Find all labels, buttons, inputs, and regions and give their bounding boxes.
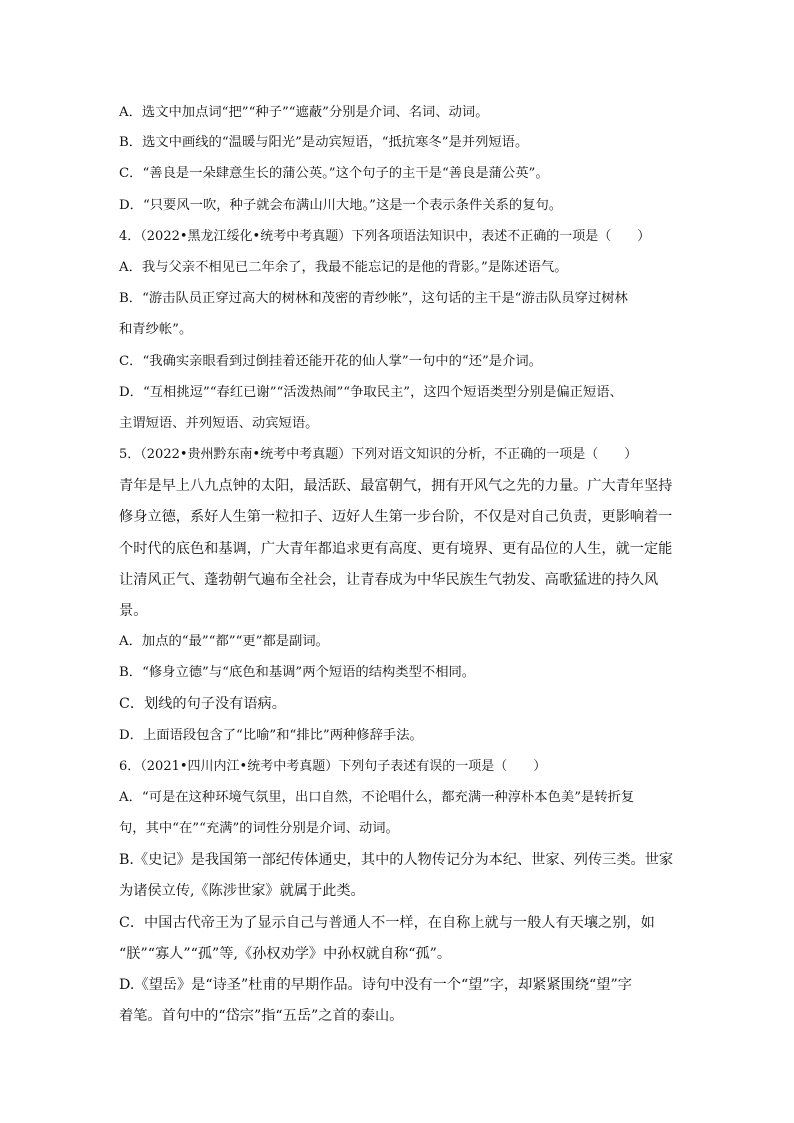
q5-stem: 5．（2022•贵州黔东南•统考中考真题）下列对语文知识的分析，不正确的一项是（ ） [119,447,638,462]
q4-option-c: C．“我确实亲眼看到过倒挂着还能开花的仙人掌”一句中的“还”是介词。 [119,354,542,369]
q5-option-c: C．划线的句子没有语病。 [119,696,286,712]
q5-passage-line-3: 个时代的底色和基调，广大青年都追求更有高度、更有境界、更有品位的人生，就一定能 [119,541,673,557]
q6-option-c-line-1: C．中国古代帝王为了显示自己与普通人不一样，在自称上就与一般人有天壤之别，如 [119,915,655,931]
q4-option-a: A．我与父亲不相见已二年余了，我最不能忘记的是他的背影。”是陈述语气。 [119,260,568,275]
q6-option-a-line-1: A．“可是在这种环境气氛里，出口自然，不论唱什么，都充满一种淳朴本色美”是转折复 [119,790,635,805]
q3-option-d: D．“只要风一吹，种子就会布满山川大地。”这是一个表示条件关系的复句。 [119,198,563,213]
q4-option-b-line-2: 和青纱帐”。 [119,322,193,337]
q3-option-b: B．选文中画线的“温暖与阳光”是动宾短语，“抵抗寒冬”是并列短语。 [119,135,529,150]
q5-passage-line-1: 青年是早上八九点钟的太阳，最活跃、最富朝气，拥有开风气之先的力量。广大青年坚持 [119,478,673,494]
q3-option-c: C．“善良是一朵肆意生长的蒲公英。”这个句子的主干是“善良是蒲公英”。 [119,166,549,181]
q6-option-b-line-1: B.《史记》是我国第一部纪传体通史，其中的人物传记分为本纪、世家、列传三类。世家 [119,852,674,868]
q6-option-d-line-2: 着笔。首句中的“岱宗”指“五岳”之首的泰山。 [119,1008,404,1024]
q5-passage-line-4: 让清风正气、蓬勃朝气遍布全社会，让青春成为中华民族生气勃发、高歌猛进的持久风 [119,572,659,588]
q4-option-d-line-1: D．“互相挑逗”“春红已谢”“活泼热闹”“争取民主”，这四个短语类型分别是偏正短语、 [119,385,623,400]
q6-stem: 6．（2021•四川内江•统考中考真题）下列句子表述有误的一项是（ ） [119,759,547,774]
q6-option-d-line-1: D.《望岳》是“诗圣”杜甫的早期作品。诗句中没有一个“望”字，却紧紧围绕“望”字 [119,977,632,993]
q4-option-d-line-2: 主谓短语、并列短语、动宾短语。 [119,416,319,431]
q5-option-b: B．“修身立德”与“底色和基调”两个短语的结构类型不相同。 [119,665,476,680]
q5-option-a: A．加点的“最”“都”“更”都是副词。 [119,634,329,649]
q6-option-b-line-2: 为诸侯立传,《陈涉世家》就属于此类。 [119,883,365,899]
q6-option-c-line-2: “朕”“寡人”“孤”等,《孙权劝学》中孙权就自称“孤”。 [119,946,452,962]
q5-passage-line-2: 修身立德，系好人生第一粒扣子、迈好人生第一步台阶，不仅是对自己负责，更影响着一 [119,509,673,525]
q4-option-b-line-1: B．“游击队员正穿过高大的树林和茂密的青纱帐”，这句话的主干是“游击队员穿过树林 [119,291,628,306]
q3-option-a: A．选文中加点词“把”“种子”“遮蔽”分别是介词、名词、动词。 [119,105,489,120]
q6-option-a-line-2: 句，其中“在”“充满”的词性分别是介词、动词。 [119,821,399,836]
q5-passage-line-5: 景。 [119,603,148,619]
q5-option-d: D．上面语段包含了“比喻”和“排比”两种修辞手法。 [119,728,423,743]
q4-stem: 4．（2022•黑龙江绥化•统考中考真题）下列各项语法知识中，表述不正确的一项是（ ） [119,229,651,244]
